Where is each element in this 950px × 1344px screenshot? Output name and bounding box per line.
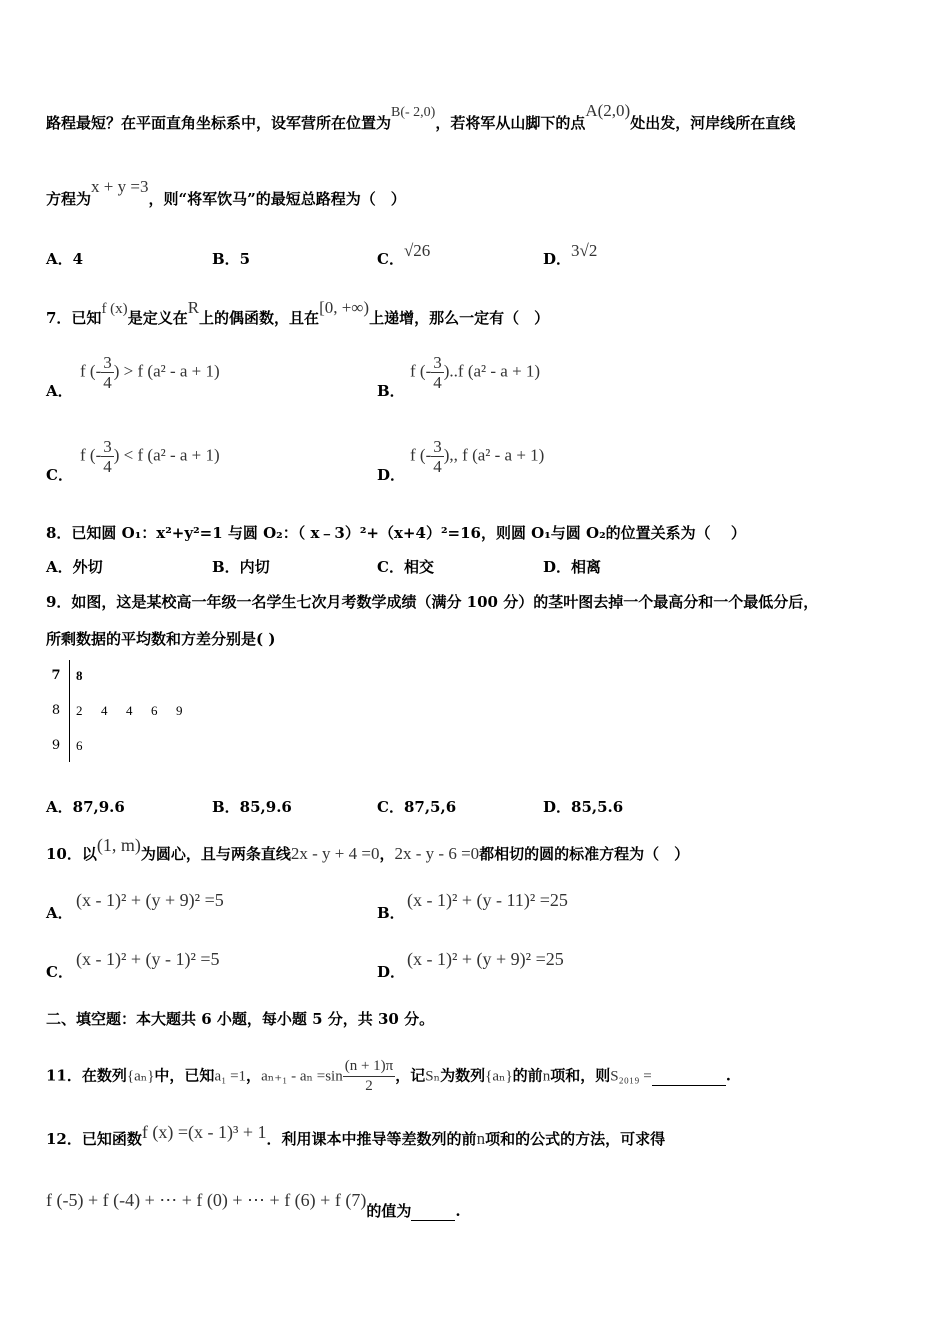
q6-text: ，若将军从山脚下的点 xyxy=(435,114,586,132)
q7-option-c[interactable]: C． xyxy=(46,466,73,484)
q8-stem: 8．已知圆 O₁：x²+y²=1 与圆 O₂：（ x﹣3）²+（x+4）²=16，则圆 O₁与圆 O₂的位置关系为（ ） xyxy=(46,524,746,542)
q7-option-b-math: f (- $\frac{3}{4}$ )..f (a² - a + 1) xyxy=(410,353,541,392)
q8-option-b[interactable]: B．内切 xyxy=(212,558,270,576)
q9-option-b[interactable]: B．85,9.6 xyxy=(212,798,292,816)
answer-blank[interactable] xyxy=(411,1202,455,1221)
q9-stem-line2: 所剩数据的平均数和方差分别是( ) xyxy=(46,630,276,648)
q6-option-a[interactable]: A．4 xyxy=(46,250,84,268)
q7-option-b[interactable]: B． xyxy=(377,382,405,400)
q9-option-c[interactable]: C．87,5,6 xyxy=(377,798,457,816)
q9-stem-line1: 9．如图，这是某校高一年级一名学生七次月考数学成绩（满分 100 分）的茎叶图去掉一个最高分和一个最低分后， xyxy=(46,593,819,611)
q7-option-c-math: f (- $\frac{3}{4}$ ) < f (a² - a + 1) xyxy=(80,437,220,476)
q6-line1 xyxy=(46,101,796,133)
q8-option-c[interactable]: C．相交 xyxy=(377,558,434,576)
q10-stem: 10．以(1, m)为圆心，且与两条直线2x - y + 4 =0，2x - y - 6 =0都相切的圆的标准方程为（ ） xyxy=(46,835,690,863)
q7-option-d[interactable]: D． xyxy=(377,466,406,484)
q10-option-c-math: (x - 1)² + (y - 1)² =5 xyxy=(76,949,220,969)
q6-point-a: A(2,0) xyxy=(585,101,631,120)
stem-leaf-divider xyxy=(69,660,70,762)
q10-option-a-math: (x - 1)² + (y + 9)² =5 xyxy=(76,890,224,910)
q10-option-d[interactable]: D． xyxy=(377,963,406,981)
q6-text: ，则“将军饮马”的最短总路程为（ ） xyxy=(148,190,406,208)
q8-option-d[interactable]: D．相离 xyxy=(543,558,602,576)
q12-stem: 12．已知函数f (x) =(x - 1)³ + 1．利用课本中推导等差数列的前n项和的公式的方法，可求得 xyxy=(46,1122,666,1148)
answer-blank[interactable] xyxy=(652,1067,726,1086)
q9-option-a[interactable]: A．87,9.6 xyxy=(46,798,125,816)
q10-option-c[interactable]: C． xyxy=(46,963,73,981)
q7-option-d-math: f (- $\frac{3}{4}$ ),, f (a² - a + 1) xyxy=(410,437,545,476)
q6-option-d[interactable]: D．3√2 xyxy=(543,241,598,268)
q12-sum-line: f (-5) + f (-4) + ⋯ + f (0) + ⋯ + f (6) + f (7)的值为 . xyxy=(46,1190,461,1220)
q7-option-a-math: f (- $\frac{3}{4}$ ) > f (a² - a + 1) xyxy=(80,353,220,392)
q8-option-a[interactable]: A．外切 xyxy=(46,558,103,576)
q7-stem: 7．已知f (x)是定义在R上的偶函数，且在[0, +∞)上递增，那么一定有（ ） xyxy=(46,298,550,327)
q6-line2 xyxy=(46,177,406,209)
q6-option-b[interactable]: B．5 xyxy=(212,250,251,268)
section-heading: 二、填空题：本大题共 6 小题，每小题 5 分，共 30 分。 xyxy=(46,1010,435,1028)
q10-option-d-math: (x - 1)² + (y + 9)² =25 xyxy=(407,949,564,969)
q6-text: 处出发，河岸线所在直线 xyxy=(630,114,796,132)
q6-point-b: B(- 2,0) xyxy=(391,105,436,120)
q9-option-d[interactable]: D．85,5.6 xyxy=(543,798,624,816)
q7-option-a[interactable]: A． xyxy=(46,382,73,400)
q10-option-a[interactable]: A． xyxy=(46,904,73,922)
q11-stem: 11．在数列{aₙ}中，已知a₁ =1，aₙ₊₁ - aₙ =sin $\frac{(n + 1)\pi}{2}$ ，记Sₙ为数列{aₙ}的前n项和，则S₂₀₁₉ = . xyxy=(46,1058,731,1094)
q6-text: 路程最短？在平面直角坐标系中，设军营所在位置为 xyxy=(46,114,392,132)
q6-text: 方程为 xyxy=(46,190,92,208)
q10-option-b-math: (x - 1)² + (y - 11)² =25 xyxy=(407,890,568,910)
q6-line-equation: x + y =3 xyxy=(91,177,149,196)
q6-option-c[interactable]: C．√26 xyxy=(377,241,431,268)
q10-option-b[interactable]: B． xyxy=(377,904,405,922)
